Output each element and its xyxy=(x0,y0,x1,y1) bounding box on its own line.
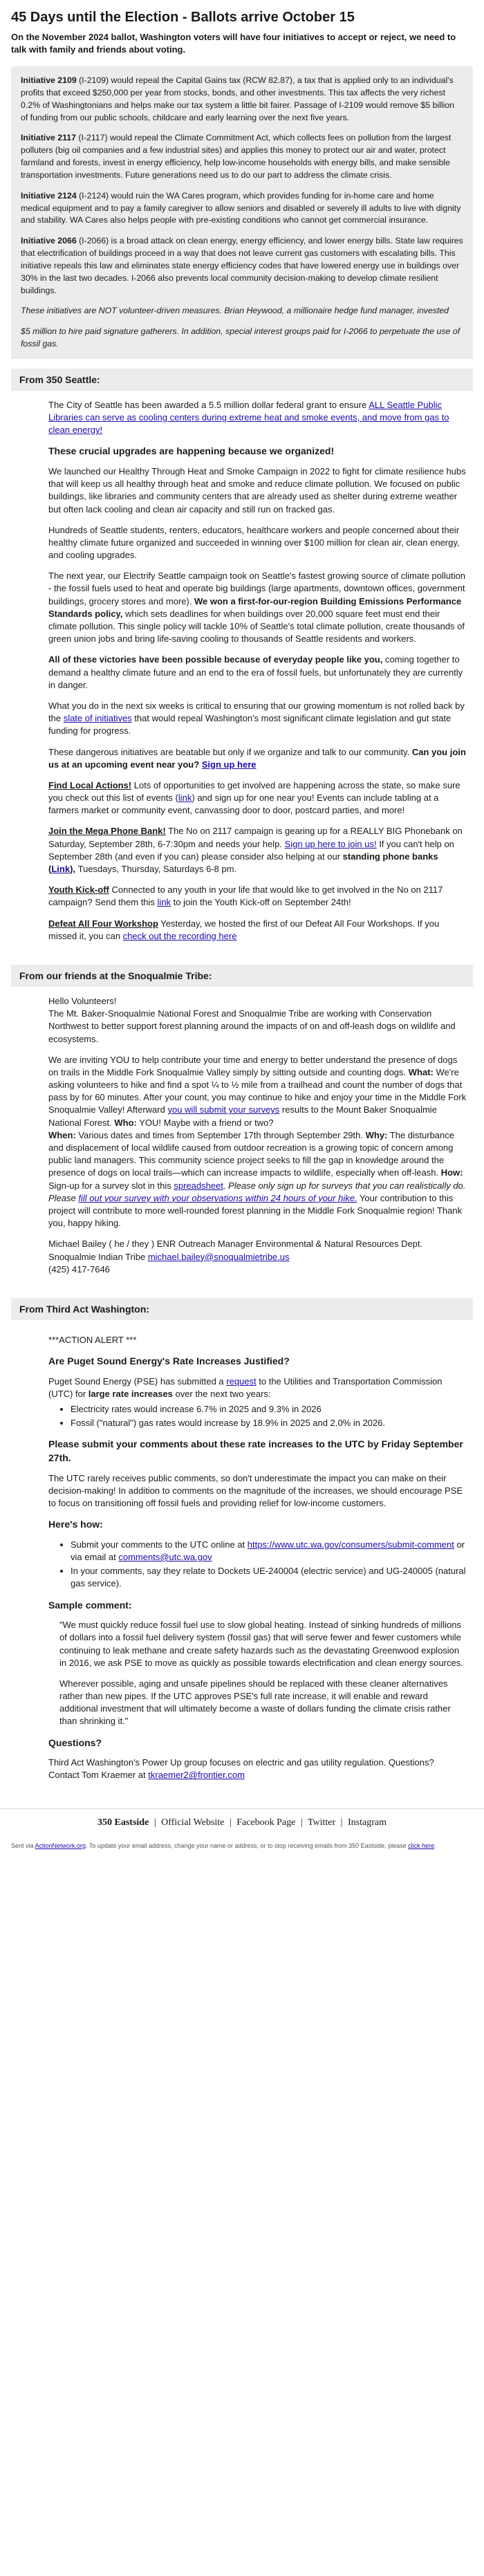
recording-link[interactable]: check out the recording here xyxy=(122,930,237,941)
libraries-link[interactable]: ALL Seattle Public Libraries can serve as cooling centers during extreme heat and smoke events, and move from gas to clean energy! xyxy=(48,399,449,436)
initiative-2117: Initiative 2117 (I-2117) would repeal the Climate Commitment Act, which collects fees on pollution from the largest polluters (big oil companies and a few industrial sites) and applies this money to protect our air and water, protect farmland and forests, invest in energy efficiency, help low-income households with energy bills, and make sensible transportation investments. Future generations need us to do our part to address the climate crisis. xyxy=(21,133,452,180)
section-header-tribe: From our friends at the Snoqualmie Tribe: xyxy=(11,965,473,987)
youth-link[interactable]: link xyxy=(157,897,171,908)
tom-email-link[interactable]: tkraemer2@frontier.com xyxy=(148,1770,245,1781)
pse-heading: Are Puget Sound Energy's Rate Increases Justified? xyxy=(48,1355,290,1367)
box-note-2: $5 million to hire paid signature gatherers. In addition, special interest groups paid for I-2066 to perpetuate the use of fossil gas. xyxy=(21,326,460,349)
events-link[interactable]: link xyxy=(178,793,192,804)
list-item: • Submit your comments to the UTC online at https://www.utc.wa.gov/consumers/submit-comment or via email at comments@utc.wa.gov xyxy=(71,1539,467,1564)
footer-twitter-link[interactable]: Twitter xyxy=(307,1817,336,1828)
rate-list xyxy=(48,1403,467,1429)
lead-text: On the November 2024 ballot, Washington voters will have four initiatives to accept or reject, we need to talk with family and friends about voting. xyxy=(11,32,456,55)
tribe-signature: Michael Bailey ( he / they ) ENR Outreach Manager Environmental & Natural Resources Dept. Snoqualmie Indian Tribe michael.bailey@snoqualmietribe.us (425) 417-7646 xyxy=(48,1239,423,1275)
list-item: • Electricity rates would increase 6.7% in 2025 and 9.3% in 2026 xyxy=(71,1403,467,1416)
unsubscribe-link[interactable]: click here xyxy=(408,1842,435,1849)
tribe-intro: The Mt. Baker-Snoqualmie National Forest and Snoqualmie Tribe are working with Conservation Northwest to better support forest planning around the impacts of on and off-leash dogs on wildlife and ecosystems. xyxy=(48,1008,456,1044)
michael-email-link[interactable]: michael.bailey@snoqualmietribe.us xyxy=(147,1251,290,1262)
tribe-details: We are inviting YOU to help contribute your time and energy to better understand the presence of dogs on trails in the Middle Fork Snoqualmie Valley simply by sitting outside and counting dogs. What: We're asking volunteers to hike and find a spot ¼ to ½ mile from a trailhead and count the number of dogs that pass by for 60 minutes. After your count, you may continue to hike and enjoy your time in the Middle Fork Snoqualmie Valley! Afterward you will submit your surveys results to the Mount Baker Snoqualmie National Forest. Who: YOU! Maybe with a friend or two? When: Various dates and times from September 17th through September 29th. Why: The disturbance and displacement of local wildlife caused from outdoor recreation is a growing topic of concern among public land managers. This community science project seeks to fill the gap in knowledge around the presence of dogs on local trails—which can increase impacts to wildlife, especially when off-leash. How: Sign-up for a survey slot in this spreadsheet. Please only sign up for surveys that you can realistically do. Please fill out your survey with your observations within 24 hours of your hike. Your contribution to this project will contribute to more well-rounded forest planning in the Middle Fork Snoqualmie region! Thank you, happy hiking. xyxy=(48,1054,467,1229)
how-heading: Here's how: xyxy=(48,1519,103,1530)
section-header-350-seattle: From 350 Seattle: xyxy=(11,369,473,391)
crucial-heading: These crucial upgrades are happening because we organized! xyxy=(48,445,335,457)
utc-paragraph: The UTC rarely receives public comments, so don't underestimate the impact you can make on their decision-making! In addition to comments on the magnitude of the increases, we should encourage PSE to focus on transitioning off fossil fuels and providing relief for low-income customers. xyxy=(48,1472,463,1509)
initiative-2124: Initiative 2124 (I-2124) would ruin the WA Cares program, which provides funding for in-home care and home medical equipment and to pay a family caregiver to allow seniors and disabled or severely ill adults to live with dignity and stability. WA Cares also helps people with pre-existing conditions who cannot get commercial insurance. xyxy=(21,190,461,225)
sample-heading: Sample comment: xyxy=(48,1599,132,1611)
phone-banks-link[interactable]: Link xyxy=(51,864,71,875)
youth-kickoff: Youth Kick-off Connected to any youth in your life that would like to get involved in the No on 2117 campaign? Send them this link to join the Youth Kick-off on September 24th! xyxy=(48,884,443,908)
initiative-2109: Initiative 2109 (I-2109) would repeal the Capital Gains tax (RCW 82.87), a tax that is applied only to an individual's profits that exceed $250,000 per year from stocks, bonds, and other investments. This tax affects the very richest 0.2% of Washingtonians and helps make our tax system a little bit fairer. Passage of I-2109 would remove $5 billion of funding from our public schools, childcare and early learning over the next five years. xyxy=(21,75,455,122)
utc-comment-link[interactable]: https://www.utc.wa.gov/consumers/submit-comment xyxy=(247,1539,454,1550)
request-link[interactable]: request xyxy=(226,1375,257,1387)
section-third-act xyxy=(0,1320,484,1795)
section-header-third-act: From Third Act Washington: xyxy=(11,1298,473,1320)
spreadsheet-link[interactable]: spreadsheet xyxy=(174,1180,223,1191)
mega-phone-bank: Join the Mega Phone Bank! The No on 2117 campaign is gearing up for a REALLY BIG Phonebank on Saturday, September 28th, 6-7:30pm and needs your help. Sign up here to join us! If you can't help on September 28th (and even if you can) please consider also helping at our standing phone banks (Link), Tuesdays, Thursday, Saturdays 6-8 pm. xyxy=(48,826,463,875)
email-header xyxy=(0,0,484,66)
momentum-paragraph: What you do in the next six weeks is critical to ensuring that our growing momentum is not rolled back by the slate of initiatives that would repeal Washington's most significant climate legislation and gut state funding for progress. xyxy=(48,700,465,736)
beatable-paragraph: These dangerous initiatives are beatable but only if we organize and talk to our community. Can you join us at an upcoming event near you? Sign up here xyxy=(48,746,466,770)
action-alert: ***ACTION ALERT *** xyxy=(48,1334,137,1345)
tribe-greeting: Hello Volunteers! xyxy=(48,995,117,1006)
initiative-2066: Initiative 2066 (I-2066) is a broad attack on clean energy, energy efficiency, and lower energy bills. State law requires that electrification of buildings proceed in a way that does not leave current gas customers with escalating bills. This initiative repeals this law and eliminates state energy efficiency codes that have lowered energy use in buildings over 30% in the last two decades. I-2066 also prevents local community decision-making to develop climate resilient buildings. xyxy=(21,236,463,295)
unsubscribe-note: Sent via ActionNetwork.org. To update your email address, change your name or address, or to stop receiving emails from 350 Eastside, please click here. xyxy=(11,1842,436,1849)
heat-smoke-paragraph: We launched our Healthy Through Heat and Smoke Campaign in 2022 to fight for climate resilience hubs that will keep us all healthy through heat and smoke and reduce climate pollution. We focused on public buildings, like libraries and community centers that are already used as shelter during extreme weather but often lack cooling and clean air capacity and still run on fracked gas. xyxy=(48,465,466,515)
actionnetwork-link[interactable]: ActionNetwork.org xyxy=(35,1842,86,1849)
electrify-paragraph: The next year, our Electrify Seattle campaign took on Seattle's fastest growing source of climate pollution - the fossil fuels used to heat and operate big buildings (large apartments, downtown offices, government buildings, grocery stores and more). We won a first-for-our-region Building Emissions Performance Standards policy, which sets deadlines for when buildings over 20,000 square feet must end their climate pollution. This single policy will tackle 10% of Seattle's total climate pollution, create thousands of green union jobs and bring life-saving cooling to thousands of Seattle residents and workers. xyxy=(48,571,465,645)
victories-paragraph: All of these victories have been possible because of everyday people like you, coming together to demand a healthy climate future and an end to the era of fossil fuels, but unfortunately they are currently in danger. xyxy=(48,654,463,690)
section-350-seattle xyxy=(0,391,484,955)
submit-surveys-link[interactable]: you will submit your surveys xyxy=(167,1104,280,1115)
footer: 350 Eastside | Official Website | Facebook Page | Twitter | Instagram xyxy=(0,1808,484,1837)
sign-up-link[interactable]: Sign up here xyxy=(201,759,257,770)
students-paragraph: Hundreds of Seattle students, renters, educators, healthcare workers and people concerned about their healthy climate future organized and succeeded in winning over $100 million for clean air, clean energy, and cooling upgrades. xyxy=(48,524,460,561)
phonebank-signup-link[interactable]: Sign up here to join us! xyxy=(284,838,377,849)
page-title: 45 Days until the Election - Ballots arrive October 15 xyxy=(11,10,355,25)
submit-heading: Please submit your comments about these rate increases to the UTC by Friday September 27th. xyxy=(48,1438,463,1464)
how-list xyxy=(48,1539,467,1591)
fill-survey-link[interactable]: fill out your survey with your observations within 24 hours of your hike. xyxy=(78,1192,357,1203)
footer-instagram-link[interactable]: Instagram xyxy=(347,1817,387,1828)
defeat-all-four: Defeat All Four Workshop Yesterday, we hosted the first of our Defeat All Four Workshops. If you missed it, you can check out the recording here xyxy=(48,918,440,941)
grant-paragraph: The City of Seattle has been awarded a 5.5 million dollar federal grant to ensure ALL Seattle Public Libraries can serve as cooling centers during extreme heat and smoke events, and move from gas to clean energy! xyxy=(48,399,449,436)
footer-website-link[interactable]: Official Website xyxy=(161,1817,225,1828)
utc-email-link[interactable]: comments@utc.wa.gov xyxy=(118,1551,212,1562)
box-note-1: These initiatives are NOT volunteer-driven measures. Brian Heywood, a millionaire hedge fund manager, invested xyxy=(21,306,449,316)
questions-heading: Questions? xyxy=(48,1736,102,1748)
list-item: • In your comments, say they relate to Dockets UE-240004 (electric service) and UG-240005 (natural gas service). xyxy=(71,1565,467,1590)
sample-comment: "We must quickly reduce fossil fuel use to slow global heating. Instead of sinking hundreds of millions of dollars into a fossil fuel delivery system (fossil gas) that will serve fewer and fewer customers while continuing to leak methane and create safety hazards such as the devastating Greenwood explosion in 2016, we ask PSE to move as quickly as possible towards electrification and clean energy sources. Wherever possible, aging and unsafe pipelines should be replaced with these cleaner alternatives rather than new pipes. If the UTC approves PSE's full rate increase, it will enable and reward additional investment that will ultimately become a waste of dollars funding the climate crisis rather than shrinking it." xyxy=(59,1620,463,1727)
section-tribe xyxy=(0,987,484,1288)
find-local-actions: Find Local Actions! Lots of opportunities to get involved are happening across the state, so make sure you check out this list of events (link) and sign up for one near you! Events can include tabling at a farmers market or community event, canvassing door to door, postcard parties, and more! xyxy=(48,779,460,816)
footer-facebook-link[interactable]: Facebook Page xyxy=(236,1817,296,1828)
list-item: • Fossil ("natural") gas rates would increase by 18.9% in 2025 and 2.0% in 2026. xyxy=(71,1417,467,1429)
slate-link[interactable]: slate of initiatives xyxy=(63,713,132,724)
pse-paragraph: Puget Sound Energy (PSE) has submitted a request to the Utilities and Transportation Commission (UTC) for large rate increases over the next two years: xyxy=(48,1375,443,1399)
footer-org: 350 Eastside xyxy=(97,1817,149,1828)
questions-paragraph: Third Act Washington's Power Up group focuses on electric and gas utility regulation. Questions? Contact Tom Kraemer at tkraemer2@frontier.com xyxy=(48,1757,434,1781)
initiatives-box xyxy=(11,66,473,359)
